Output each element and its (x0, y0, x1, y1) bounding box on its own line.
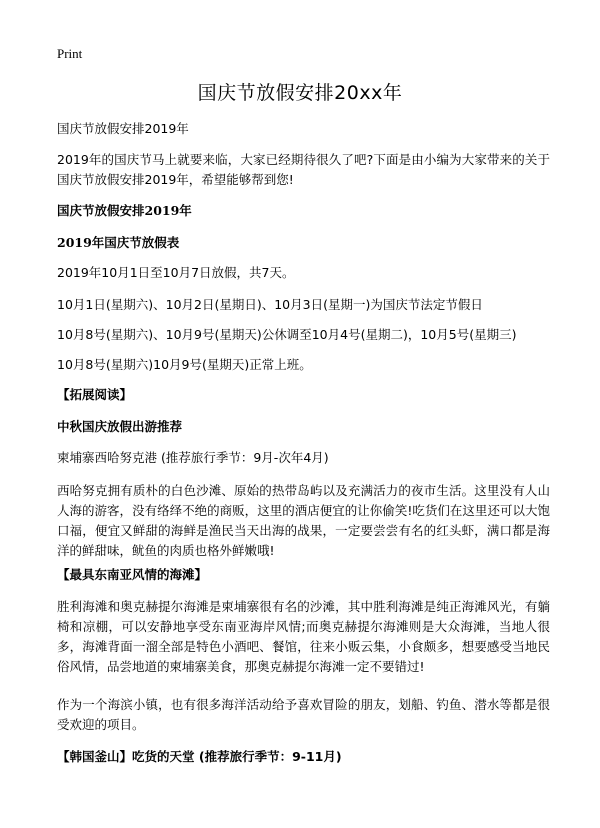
town-description: 作为一个海滨小镇，也有很多海洋活动给予喜欢冒险的朋友，划船、钓鱼、潜水等都是很受欢迎的项目。 (57, 697, 550, 732)
destination-line: 柬埔寨西哈努克港 (推荐旅行季节：9月-次年4月) (57, 450, 329, 465)
schedule-heading: 2019年国庆节放假表 (57, 235, 180, 250)
subtitle-text: 国庆节放假安排2019年 (57, 121, 189, 136)
intro-paragraph: 2019年的国庆节马上就要来临，大家已经期待很久了吧?下面是由小编为大家带来的关于国庆节放假安排2019年，希望能够帮到您! (57, 152, 550, 187)
beach-heading: 【最具东南亚风情的海滩】 (57, 567, 208, 582)
destination-description: 西哈努克拥有质朴的白色沙滩、原始的热带岛屿以及充满活力的夜市生活。这里没有人山人海的游客，没有络绎不绝的商贩，这里的酒店便宜的让你偷笑!吃货们在这里还可以大饱口福，便宜又鲜甜的海鲜是渔民当天出海的战果，一定要尝尝有名的红头虾，满口都是海洋的鲜甜味，鱿鱼的肉质也格外鲜嫩哦! (57, 483, 550, 558)
schedule-line: 10月1日(星期六)、10月2日(星期日)、10月3日(星期一)为国庆节法定节假日 (57, 297, 483, 312)
extended-reading-heading: 【拓展阅读】 (57, 387, 133, 402)
beach-description: 胜利海滩和奥克赫提尔海滩是柬埔寨很有名的沙滩，其中胜利海滩是纯正海滩风光，有躺椅和凉棚，可以安静地享受东南亚海岸风情;而奥克赫提尔海滩则是大众海滩，当地人很多，海滩背面一溜全部是特色小酒吧、餐馆，往来小贩云集，小食颇多，想要感受当地民俗风情，品尝地道的柬埔寨美食，那奥克赫提尔海滩一定不要错过! (57, 599, 550, 674)
trip-recommendation-heading: 中秋国庆放假出游推荐 (57, 419, 183, 434)
section-heading: 国庆节放假安排2019年 (57, 203, 192, 218)
schedule-line: 10月8号(星期六)10月9号(星期天)正常上班。 (57, 357, 312, 372)
schedule-line: 10月8号(星期六)、10月9号(星期天)公休调至10月4号(星期二)，10月5号(星期三) (57, 327, 517, 342)
page-title: 国庆节放假安排20xx年 (197, 82, 403, 104)
busan-heading: 【韩国釜山】吃货的天堂 (推荐旅行季节：9-11月) (57, 749, 342, 764)
schedule-line: 2019年10月1日至10月7日放假，共7天。 (57, 265, 295, 280)
print-link[interactable]: Print (57, 46, 83, 61)
